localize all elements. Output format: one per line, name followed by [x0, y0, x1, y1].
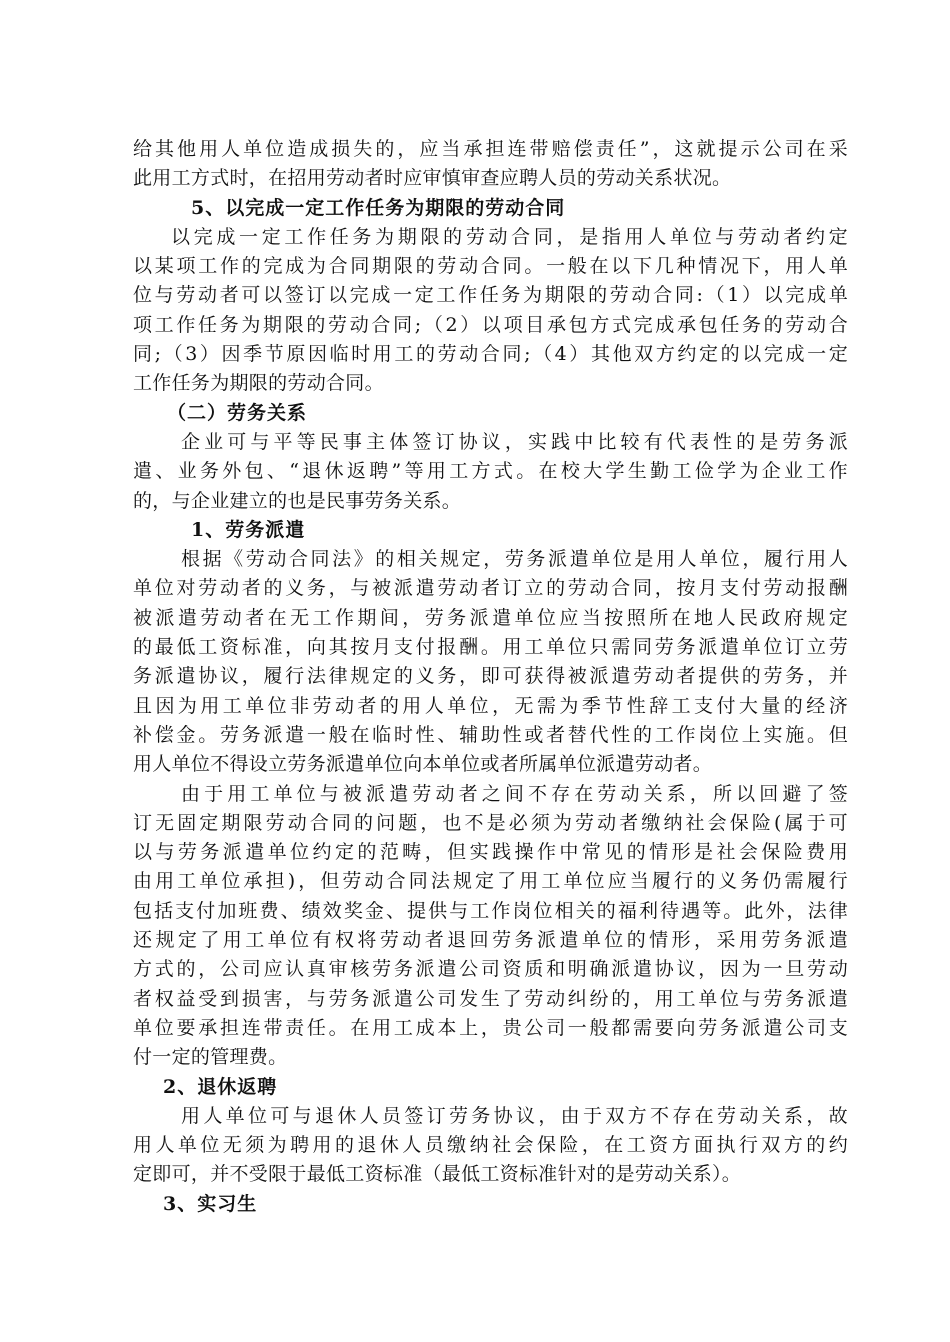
text-line: 位与劳动者可以签订以完成一定工作任务为期限的劳动合同:（1）以完成单 — [133, 284, 848, 307]
text-line: 补偿金。劳务派遣一般在临时性、辅助性或者替代性的工作岗位上实施。但 — [133, 723, 848, 746]
text-line: 方式的，公司应认真审核劳务派遣公司资质和明确派遣协议，因为一旦劳动 — [133, 958, 848, 981]
text-line: 用人单位不得设立劳务派遣单位向本单位或者所属单位派遣劳动者。 — [133, 753, 713, 776]
text-line: 以某项工作的完成为合同期限的劳动合同。一般在以下几种情况下，用人单 — [133, 255, 848, 278]
text-line: 单位对劳动者的义务，与被派遣劳动者订立的劳动合同，按月支付劳动报酬 — [133, 577, 848, 600]
text-line: 企业可与平等民事主体签订协议，实践中比较有代表性的是劳务派 — [181, 430, 848, 453]
document-page — [133, 135, 848, 1219]
text-line: 包括支付加班费、绩效奖金、提供与工作岗位相关的福利待遇等。此外，法律 — [133, 899, 848, 922]
text-line: 以与劳务派遣单位约定的范畴，但实践操作中常见的情形是社会保险费用 — [133, 841, 848, 864]
text-line: 用人单位无须为聘用的退休人员缴纳社会保险，在工资方面执行双方的约 — [133, 1134, 848, 1157]
text-line: 以完成一定工作任务为期限的劳动合同，是指用人单位与劳动者约定 — [171, 225, 848, 248]
text-line: 的，与企业建立的也是民事劳务关系。 — [133, 489, 462, 512]
text-line: 且因为用工单位非劳动者的用人单位，无需为季节性辞工支付大量的经济 — [133, 694, 848, 717]
text-line: 遣、业务外包、“退休返聘”等用工方式。在校大学生勤工俭学为企业工作 — [133, 460, 848, 483]
text-line: 被派遣劳动者在无工作期间，劳务派遣单位应当按照所在地人民政府规定 — [133, 606, 848, 629]
section-heading: 1、劳务派遣 — [191, 518, 306, 541]
text-line: 还规定了用工单位有权将劳动者退回劳务派遣单位的情形，采用劳务派遣 — [133, 929, 848, 952]
text-line: 项工作任务为期限的劳动合同;（2）以项目承包方式完成承包任务的劳动合 — [133, 313, 848, 336]
text-line: 单位要承担连带责任。在用工成本上，贵公司一般都需要向劳务派遣公司支 — [133, 1016, 848, 1039]
text-line: 工作任务为期限的劳动合同。 — [133, 372, 384, 395]
section-heading: （二）劳务关系 — [167, 401, 308, 424]
text-line: 定即可，并不受限于最低工资标准（最低工资标准针对的是劳动关系）。 — [133, 1163, 742, 1186]
text-line: 由用工单位承担)，但劳动合同法规定了用工单位应当履行的义务仍需履行 — [133, 870, 848, 893]
section-heading: 3、实习生 — [163, 1192, 258, 1215]
section-heading: 2、退休返聘 — [163, 1075, 278, 1098]
text-line: 同;（3）因季节原因临时用工的劳动合同;（4）其他双方约定的以完成一定 — [133, 343, 848, 366]
text-line: 付一定的管理费。 — [133, 1046, 288, 1069]
text-line: 务派遣协议，履行法律规定的义务，即可获得被派遣劳动者提供的劳务，并 — [133, 665, 848, 688]
text-line: 给其他用人单位造成损失的，应当承担连带赔偿责任”，这就提示公司在采 — [133, 138, 848, 160]
text-line: 用人单位可与退休人员签订劳务协议，由于双方不存在劳动关系，故 — [181, 1104, 848, 1127]
section-heading: 5、以完成一定工作任务为期限的劳动合同 — [191, 196, 566, 219]
text-line: 由于用工单位与被派遣劳动者之间不存在劳动关系，所以回避了签 — [181, 782, 848, 805]
text-line: 的最低工资标准，向其按月支付报酬。用工单位只需同劳务派遣单位订立劳 — [133, 636, 848, 659]
text-line: 者权益受到损害，与劳务派遣公司发生了劳动纠纷的，用工单位与劳务派遣 — [133, 987, 848, 1010]
text-line: 根据《劳动合同法》的相关规定，劳务派遣单位是用人单位，履行用人 — [181, 548, 848, 571]
text-line: 此用工方式时，在招用劳动者时应审慎审查应聘人员的劳动关系状况。 — [133, 167, 732, 190]
text-line: 订无固定期限劳动合同的问题，也不是必须为劳动者缴纳社会保险(属于可 — [133, 811, 848, 834]
